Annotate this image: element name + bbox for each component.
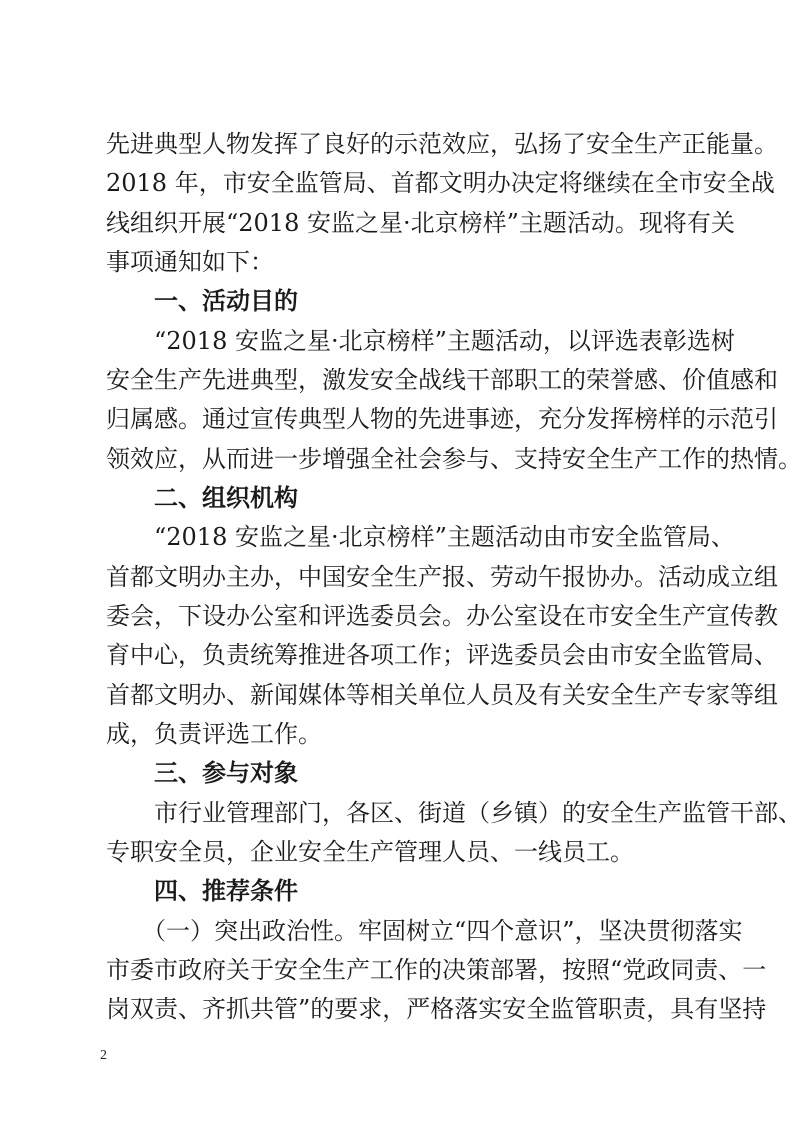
page-number: 2 bbox=[100, 1048, 107, 1063]
paragraph-line: 市行业管理部门，各区、街道（乡镇）的安全生产监管干部、 bbox=[106, 799, 802, 827]
paragraph-line: 归属感。通过宣传典型人物的先进事迹，充分发挥榜样的示范引 bbox=[106, 405, 778, 433]
paragraph-line: 领效应，从而进一步增强全社会参与、支持安全生产工作的热情。 bbox=[106, 445, 802, 473]
paragraph-line: 先进典型人物发挥了良好的示范效应，弘扬了安全生产正能量。 bbox=[106, 130, 778, 158]
section-heading-criteria: 四、推荐条件 bbox=[106, 876, 298, 905]
paragraph-line: 专职安全员，企业安全生产管理人员、一线员工。 bbox=[106, 838, 634, 866]
paragraph-line: 首都文明办、新闻媒体等相关单位人员及有关安全生产专家等组 bbox=[106, 681, 778, 709]
paragraph-line: 线组织开展“2018 安监之星·北京榜样”主题活动。现将有关 bbox=[106, 209, 735, 237]
paragraph-line: 事项通知如下： bbox=[106, 248, 274, 276]
paragraph-line: 2018 年，市安全监管局、首都文明办决定将继续在全市安全战 bbox=[106, 169, 775, 197]
paragraph-line: 成，负责评选工作。 bbox=[106, 720, 322, 748]
paragraph-line: 首都文明办主办，中国安全生产报、劳动午报协办。活动成立组 bbox=[106, 563, 778, 591]
paragraph-line: 育中心，负责统筹推进各项工作；评选委员会由市安全监管局、 bbox=[106, 641, 778, 669]
paragraph-line: 岗双责、齐抓共管”的要求，严格落实安全监管职责，具有坚持 bbox=[106, 995, 767, 1023]
section-heading-purpose: 一、活动目的 bbox=[106, 286, 298, 315]
paragraph-line: （一）突出政治性。牢固树立“四个意识”，坚决贯彻落实 bbox=[106, 917, 743, 945]
paragraph-line: 安全生产先进典型，激发安全战线干部职工的荣誉感、价值感和 bbox=[106, 366, 778, 394]
paragraph-line: 委会，下设办公室和评选委员会。办公室设在市安全生产宣传教 bbox=[106, 602, 778, 630]
paragraph-line: 市委市政府关于安全生产工作的决策部署，按照“党政同责、一 bbox=[106, 956, 767, 984]
section-heading-participants: 三、参与对象 bbox=[106, 758, 298, 787]
paragraph-line: “2018 安监之星·北京榜样”主题活动由市安全监管局、 bbox=[106, 523, 735, 551]
section-heading-organization: 二、组织机构 bbox=[106, 483, 298, 512]
paragraph-line: “2018 安监之星·北京榜样”主题活动，以评选表彰选树 bbox=[106, 327, 735, 355]
